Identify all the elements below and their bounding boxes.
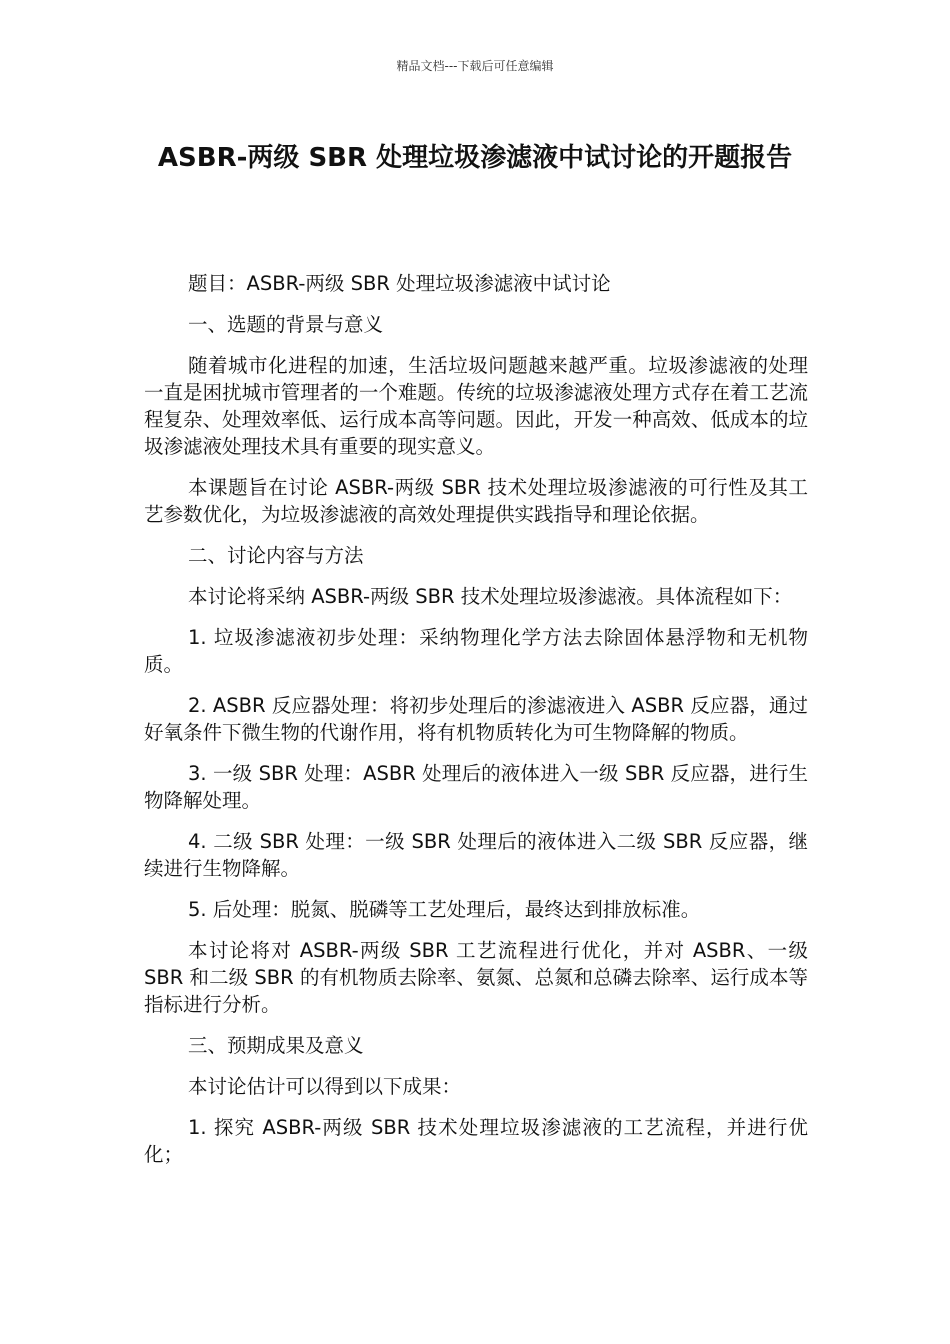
paragraph-purpose: 本课题旨在讨论 ASBR-两级 SBR 技术处理垃圾渗滤液的可行性及其工艺参数优化，为垃圾渗滤液的高效处理提供实践指导和理论依据。 [144,476,808,526]
list-item-step-5: 5. 后处理：脱氮、脱磷等工艺处理后，最终达到排放标准。 [188,898,701,921]
list-item-step-1: 1. 垃圾渗滤液初步处理：采纳物理化学方法去除固体悬浮物和无机物质。 [144,626,808,676]
paragraph-methods-intro: 本讨论将采纳 ASBR-两级 SBR 技术处理垃圾渗滤液。具体流程如下： [188,585,793,608]
list-item-step-3: 3. 一级 SBR 处理：ASBR 处理后的液体进入一级 SBR 反应器，进行生物降解处理。 [144,762,808,812]
document-title: ASBR-两级 SBR 处理垃圾渗滤液中试讨论的开题报告 [157,143,793,173]
list-item-step-2: 2. ASBR 反应器处理：将初步处理后的渗滤液进入 ASBR 反应器，通过好氧条件下微生物的代谢作用，将有机物质转化为可生物降解的物质。 [144,694,808,744]
topic-line: 题目：ASBR-两级 SBR 处理垃圾渗滤液中试讨论 [188,272,611,295]
list-item-step-4: 4. 二级 SBR 处理：一级 SBR 处理后的液体进入二级 SBR 反应器，继续进行生物降解。 [144,830,808,880]
section-heading-methods: 二、讨论内容与方法 [188,544,364,567]
list-item-outcome-1: 1. 探究 ASBR-两级 SBR 技术处理垃圾渗滤液的工艺流程，并进行优化； [144,1116,808,1166]
paragraph-background: 随着城市化进程的加速，生活垃圾问题越来越严重。垃圾渗滤液的处理一直是困扰城市管理者的一个难题。传统的垃圾渗滤液处理方式存在着工艺流程复杂、处理效率低、运行成本高等问题。因此，开发一种高效、低成本的垃圾渗滤液处理技术具有重要的现实意义。 [144,354,808,458]
paragraph-analysis: 本讨论将对 ASBR-两级 SBR 工艺流程进行优化，并对 ASBR、一级 SBR 和二级 SBR 的有机物质去除率、氨氮、总氮和总磷去除率、运行成本等指标进行分析。 [144,939,808,1016]
paragraph-outcomes-intro: 本讨论估计可以得到以下成果： [188,1075,462,1098]
section-heading-outcomes: 三、预期成果及意义 [188,1034,364,1057]
section-heading-background: 一、选题的背景与意义 [188,313,384,336]
document-body [144,270,808,1182]
header-note: 精品文档---下载后可任意编辑 [396,59,554,73]
